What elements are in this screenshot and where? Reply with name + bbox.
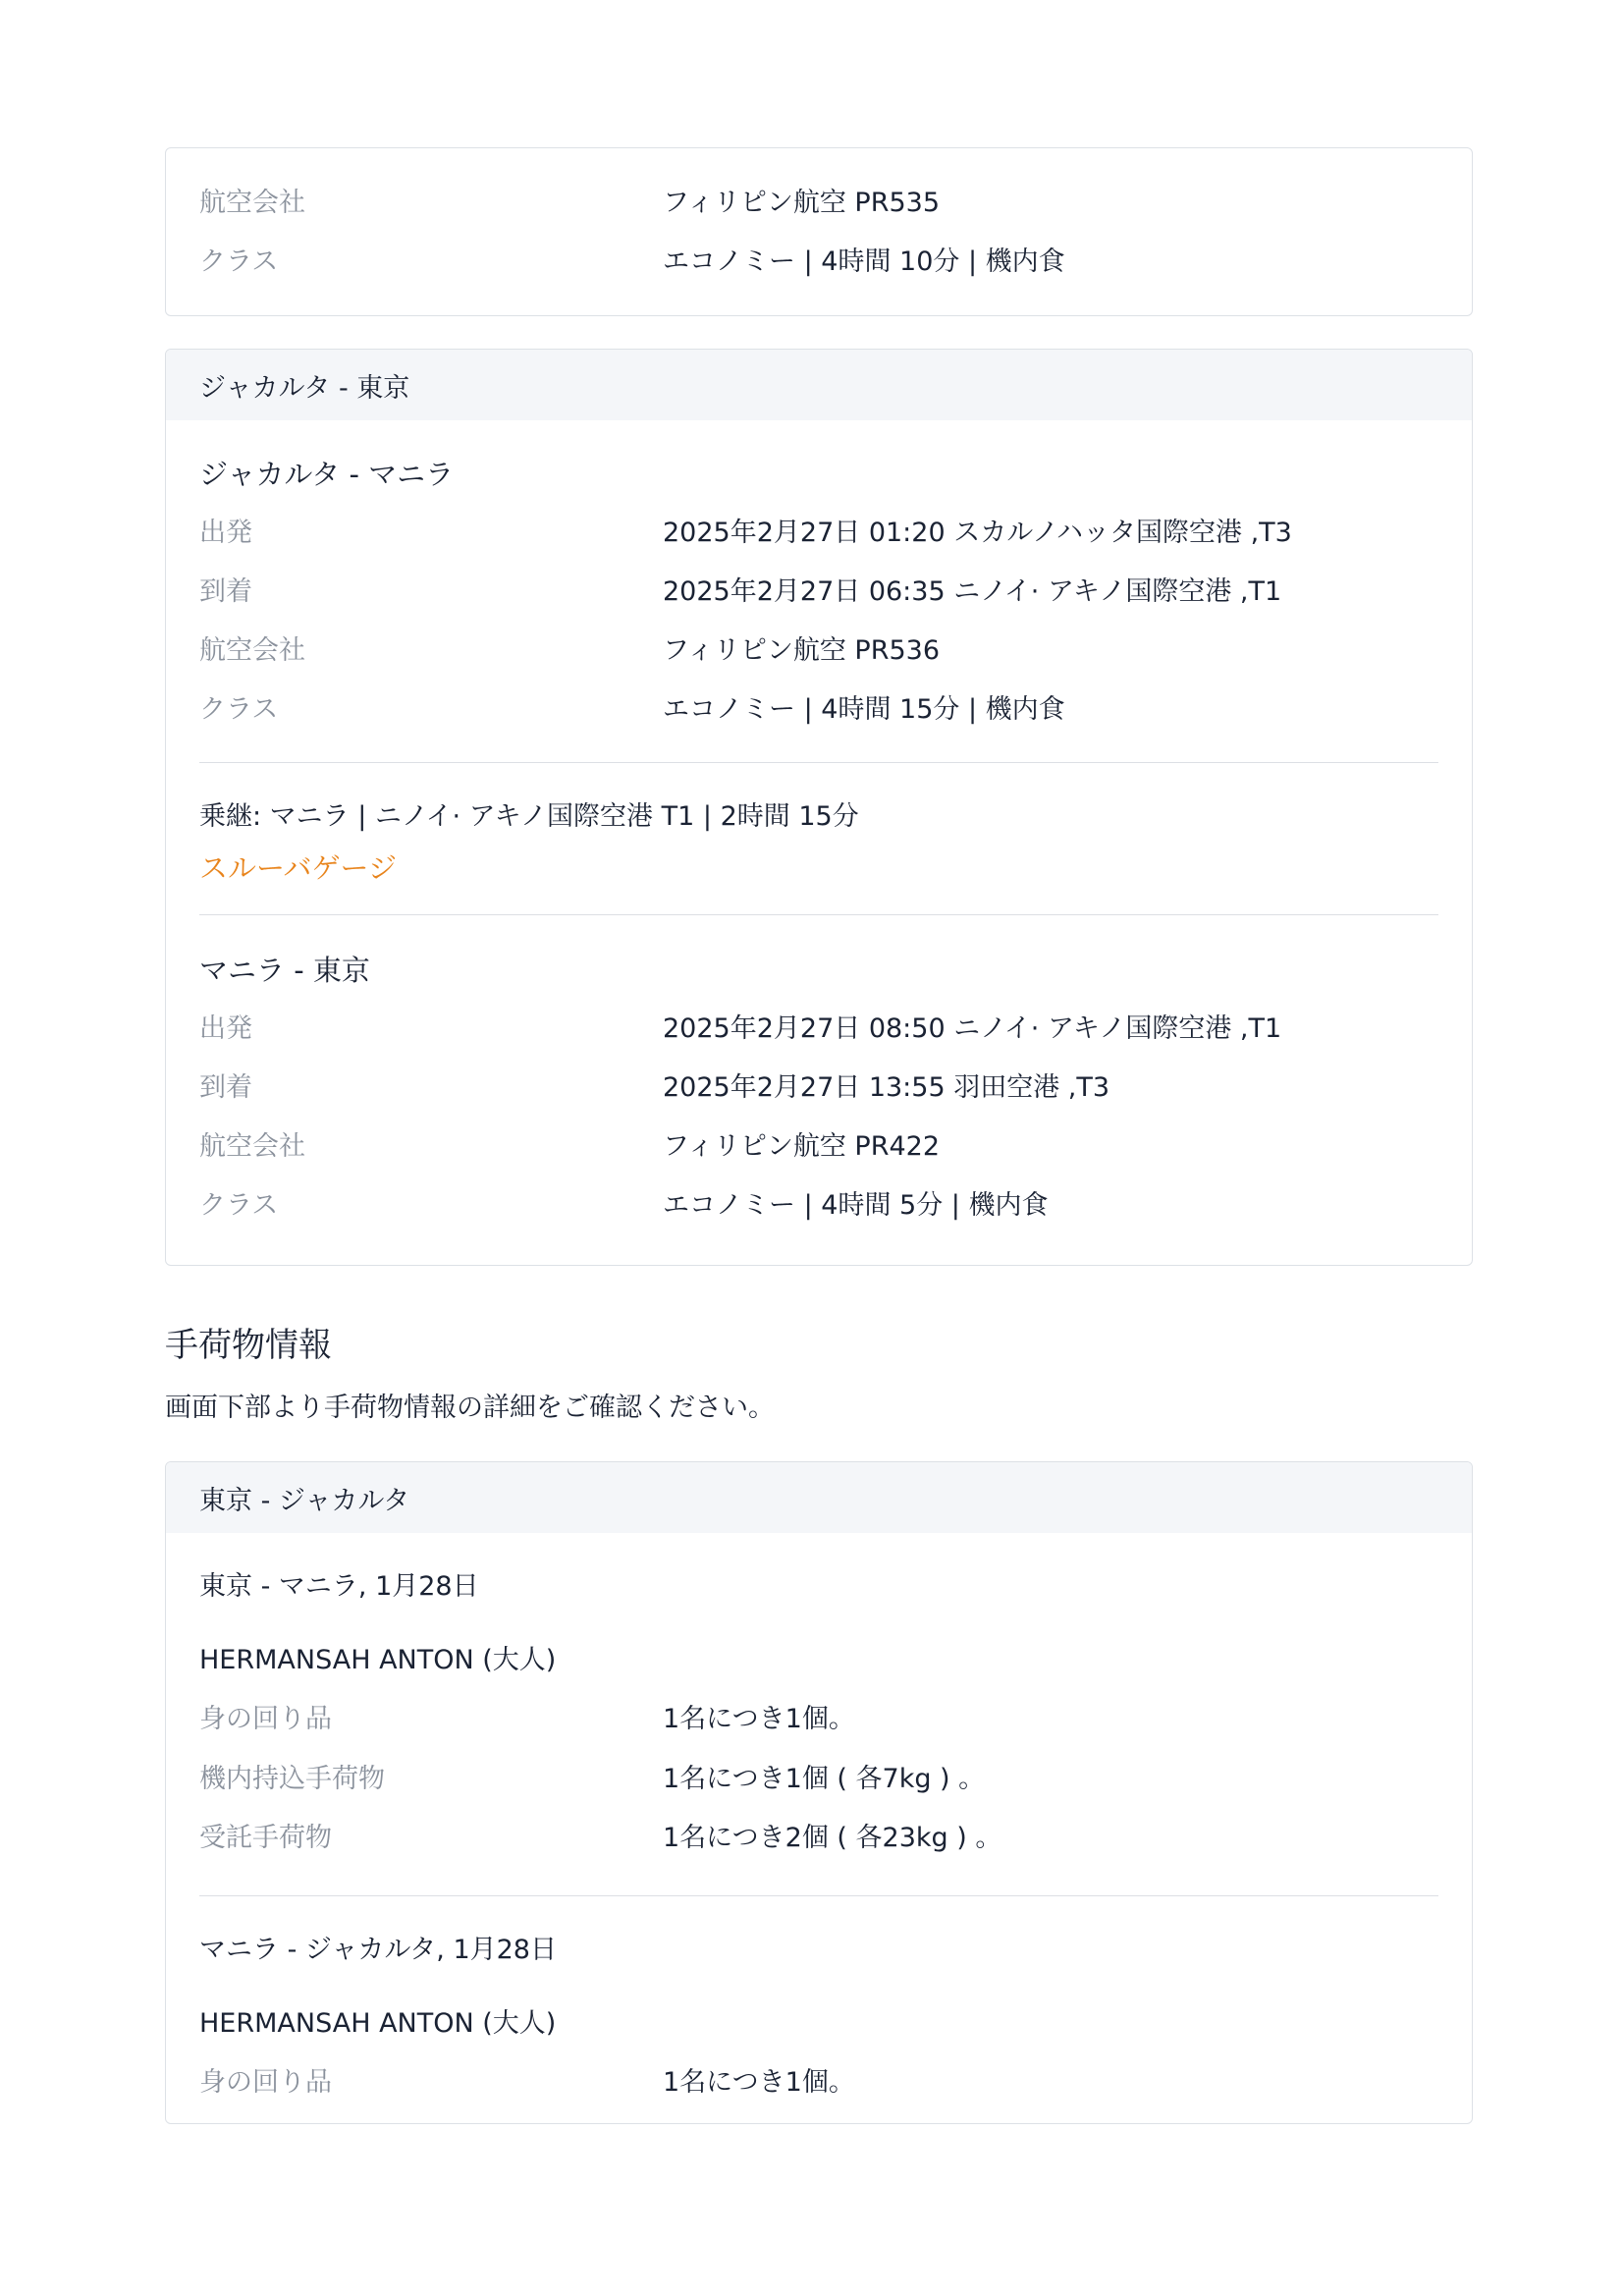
- row-label: 航空会社: [199, 188, 305, 218]
- row-value: 2025年2月27日 01:20 スカルノハッタ国際空港 ,T3: [663, 518, 1292, 548]
- row-value: 2025年2月27日 06:35 ニノイ· アキノ国際空港 ,T1: [663, 576, 1282, 607]
- row-label: クラス: [199, 694, 279, 725]
- row-label: 出発: [199, 1013, 252, 1044]
- divider: [199, 762, 1438, 763]
- row-value: フィリピン航空 PR422: [663, 1131, 940, 1162]
- baggage-card: [165, 1461, 1473, 2124]
- passenger-name: HERMANSAH ANTON (大人): [199, 1645, 557, 1675]
- row-label: 航空会社: [199, 1131, 305, 1162]
- row-value: フィリピン航空 PR535: [663, 188, 940, 218]
- row-label: 受託手荷物: [199, 1823, 332, 1853]
- row-label: 航空会社: [199, 635, 305, 666]
- info-row: [199, 514, 1438, 553]
- card-header: ジャカルタ - 東京: [166, 350, 1472, 420]
- divider: [199, 914, 1438, 915]
- row-value: エコノミー | 4時間 10分 | 機内食: [663, 246, 1065, 277]
- transfer-info: 乗継: マニラ | ニノイ· アキノ国際空港 T1 | 2時間 15分: [199, 801, 859, 832]
- info-row: [199, 1700, 1438, 1739]
- info-row: [199, 1068, 1438, 1108]
- flight-info-card-top: [165, 147, 1473, 316]
- info-row: [199, 184, 1438, 223]
- return-flight-card: [165, 349, 1473, 1266]
- card-header: 東京 - ジャカルタ: [166, 1462, 1472, 1533]
- section-subtitle: 画面下部より手荷物情報の詳細をご確認ください。: [165, 1393, 775, 1423]
- row-value: 1名につき1個。: [663, 2067, 855, 2098]
- row-label: 出発: [199, 518, 252, 548]
- info-row: [199, 1010, 1438, 1049]
- row-label: 到着: [199, 576, 252, 607]
- row-value: フィリピン航空 PR536: [663, 635, 940, 666]
- row-value: 1名につき1個。: [663, 1704, 855, 1734]
- row-value: エコノミー | 4時間 15分 | 機内食: [663, 694, 1065, 725]
- segment-title: ジャカルタ - マニラ: [199, 458, 455, 491]
- row-label: 身の回り品: [199, 1704, 332, 1734]
- row-label: 機内持込手荷物: [199, 1764, 385, 1794]
- row-value: 1名につき1個 ( 各7kg ) 。: [663, 1764, 986, 1794]
- row-value: 1名につき2個 ( 各23kg ) 。: [663, 1823, 1002, 1853]
- row-label: クラス: [199, 246, 279, 277]
- section-title: 手荷物情報: [165, 1326, 332, 1365]
- info-row: [199, 243, 1438, 282]
- info-row: [199, 1127, 1438, 1167]
- info-row: [199, 1760, 1438, 1799]
- info-row: [199, 1186, 1438, 1226]
- info-row: [199, 1819, 1438, 1858]
- row-label: クラス: [199, 1190, 279, 1221]
- info-row: [199, 631, 1438, 671]
- info-row: [199, 573, 1438, 612]
- row-value: エコノミー | 4時間 5分 | 機内食: [663, 1190, 1049, 1221]
- segment-title: 東京 - マニラ, 1月28日: [199, 1571, 479, 1602]
- segment-title: マニラ - 東京: [199, 954, 370, 987]
- row-value: 2025年2月27日 13:55 羽田空港 ,T3: [663, 1072, 1110, 1103]
- divider: [199, 1895, 1438, 1896]
- info-row: [199, 2063, 1438, 2103]
- through-baggage-label: スルーバゲージ: [199, 851, 397, 885]
- row-value: 2025年2月27日 08:50 ニノイ· アキノ国際空港 ,T1: [663, 1013, 1282, 1044]
- info-row: [199, 690, 1438, 730]
- segment-title: マニラ - ジャカルタ, 1月28日: [199, 1935, 557, 1965]
- row-label: 到着: [199, 1072, 252, 1103]
- row-label: 身の回り品: [199, 2067, 332, 2098]
- passenger-name: HERMANSAH ANTON (大人): [199, 2008, 557, 2039]
